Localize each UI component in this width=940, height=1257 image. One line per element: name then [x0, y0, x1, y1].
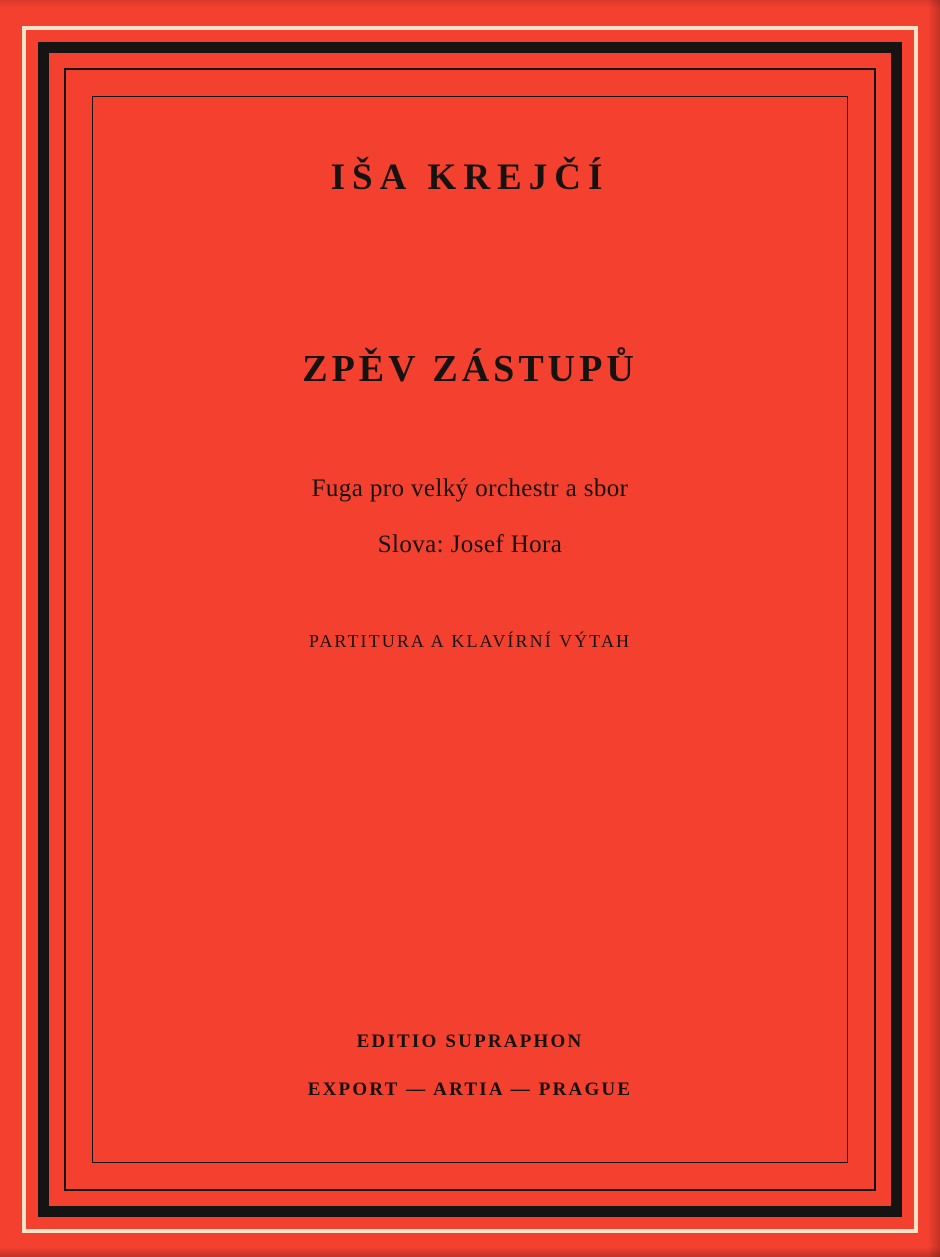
cover-content [92, 96, 848, 1163]
edition-format-note: PARTITURA A KLAVÍRNÍ VÝTAH [308, 630, 632, 651]
paper-edge-shadow-right [928, 0, 940, 1257]
work-title: ZPĚV ZÁSTUPŮ [302, 347, 638, 390]
paper-edge-shadow-top [0, 0, 940, 8]
composer-name: IŠA KREJČÍ [330, 157, 610, 198]
distributor-line: EXPORT — ARTIA — PRAGUE [307, 1079, 633, 1100]
lyricist-credit: Slova: Josef Hora [377, 530, 563, 558]
paper-edge-shadow-bottom [0, 1247, 940, 1257]
publisher-name: EDITIO SUPRAPHON [356, 1031, 584, 1052]
work-subtitle: Fuga pro velký orchestr a sbor [311, 474, 629, 502]
